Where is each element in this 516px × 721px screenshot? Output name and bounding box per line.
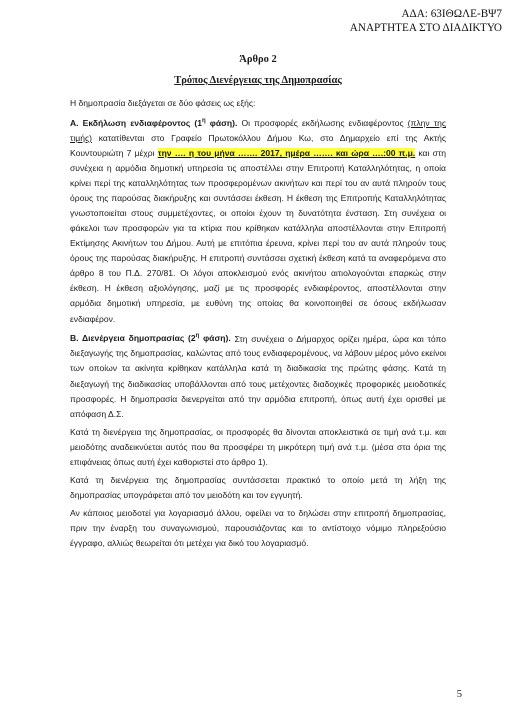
- intro-paragraph: Η δημοπρασία διεξάγεται σε δύο φάσεις ως εξής:: [70, 98, 256, 108]
- phase-b-paragraph: [70, 330, 446, 422]
- document-body: [70, 96, 446, 554]
- phase-a-paragraph: [70, 114, 446, 327]
- minutes-paragraph: Κατά τη διενέργεια της δημοπρασίας συντάσσεται πρακτικό το οποίο μετά τη λήξη της δημοπρασίας υπογράφεται από τον μειοδότη και τον εγγυητή.: [70, 474, 446, 500]
- phase-a-heading: Α. Εκδήλωση ενδιαφέροντος ($1^\eta$ φάση).: [70, 117, 238, 128]
- phase-b-heading: Β. Διενέργεια δημοπρασίας ($2^\eta$ φάση).: [70, 333, 231, 344]
- phase-a-text-3: και στη συνέχεια η αρμόδια δημοτική υπηρεσία τις αποστέλλει στην Επιτροπή Καταλληλότητας, η οποία κρίνει περί της καταλληλότητας των προσφερομένων ακινήτων και περί του αν αυτά πληρούν τους όρους της παρούσας διακήρυξης και συντάσσει έκθεση. Η έκθεση της Επιτροπής Καταλληλότητας γνωστοποιείται στους συμμετέχοντες, οι οποίοι έχουν τη δυνατότητα ένσταση. Στη συνέχεια οι φάκελοι των προσφορών για τα κτίρια που κρίθηκαν κατάλληλα αποστέλλονται στην Επιτροπή Εκτίμησης Ακινήτων του Δήμου. Αυτή με επιτόπια έρευνα, κρίνει περί του αν αυτά πληρούν τους όρους της παρούσας διακήρυξης. Η επιτροπή συντάσσει σχετική έκθεση κατά τα αναφερόμενα στο άρθρο 8 του Π.Δ. 270/81. Οι λόγοι αποκλεισμού ενός ακινήτου αιτιολογούνται επαρκώς στην έκθεση. Η έκθεση αξιολόγησης, μαζί με τις προσφορές ενδιαφέροντος, αποστέλλονται στην αρμόδια δημοτική υπηρεσία, με ευθύνη της οποίας θα κοινοποιηθεί σε όσους εκδήλωσαν ενδιαφέρον.: [70, 147, 447, 324]
- phase-a-underlined: (πλην της τιμής): [70, 117, 446, 143]
- posting-notice: ΑΝΑΡΤΗΤΕΑ ΣΤΟ ΔΙΑΔΙΚΤΥΟ: [349, 21, 502, 34]
- offers-paragraph: Κατά τη διενέργεια της δημοπρασίας, οι προσφορές θα δίνονται αποκλειστικά σε τιμή ανά τ.μ. και μειοδότης αναδεικνύεται αυτός που θα προσφέρει τη μικρότερη τιμή ανά τ.μ. (μέσα στα όρια της επιφάνειας όπως αυτή έχει καθοριστεί στο άρθρο 1).: [70, 426, 446, 467]
- article-subtitle: Τρόπος Διενέργειας της Δημοπρασίας: [174, 75, 342, 86]
- deadline-highlight: την …. η του μήνα ……. 2017, ημέρα ……. και ώρα ….:00 π.μ.: [157, 147, 416, 158]
- document-header: [350, 8, 502, 35]
- phase-b-text: Στη συνέχεια ο Δήμαρχος ορίζει ημέρα, ώρα και τόπο διεξαγωγής της δημοπρασίας, καλώντας από τους ενδιαφερομένους, να λάβουν μέρος μόνο εκείνοι των οποίων τα ακίνητα κρίθηκαν κατάλληλα κατά τη διαδικασία της πρώτης φάσης. Κατά τη διεξαγωγή της διαδικασίας υποβάλλονται από τους μετέχοντες διαδοχικές προφορικές μειοδοτικές προσφορές. Η δημοπρασία διενεργείται από την αρμόδια επιτροπή, όπως αυτή έχει ορισθεί με απόφαση Δ.Σ.: [70, 333, 447, 419]
- ada-code: ΑΔΑ: 63ΙΘΩΛΕ-ΒΨ7: [401, 8, 502, 20]
- phase-a-text-1: Οι προσφορές εκδήλωσης ενδιαφέροντος: [237, 117, 408, 128]
- phase-a-text-2: κατατίθενται στο Γραφείο Πρωτοκόλλου Δήμου Κω, στο Δημαρχείο επί της Ακτής Κουντουριώτη 7 μέχρι: [70, 132, 446, 158]
- article-title: Άρθρο 2: [239, 54, 277, 65]
- proxy-paragraph: Αν κάποιος μειοδοτεί για λογαριασμό άλλου, οφείλει να το δηλώσει στην επιτροπή δημοπρασίας, πριν την έναρξη του συναγωνισμού, παρουσιάζοντας και το αντίστοιχο νόμιμο πληρεξούσιο έγγραφο, αλλιώς θεωρείται ότι μετέχει για δικό του λογαριασμό.: [70, 507, 446, 548]
- page-number: 5: [456, 689, 462, 700]
